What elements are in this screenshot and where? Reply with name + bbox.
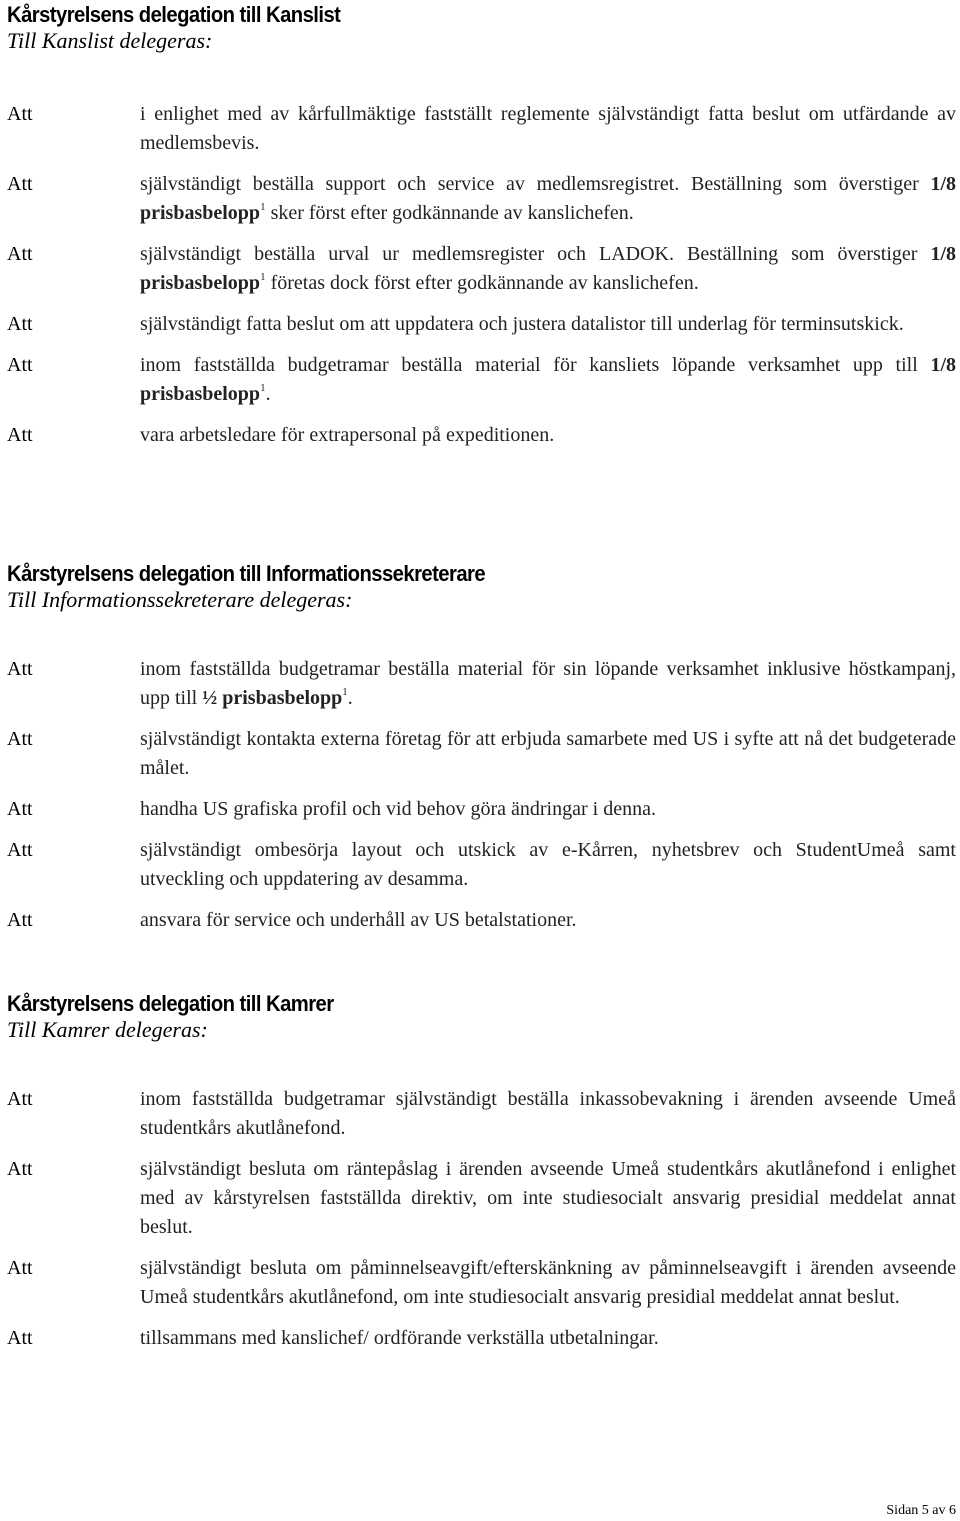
- list-item: [7, 1085, 956, 1143]
- list-item: [7, 100, 956, 158]
- section-subheading: Till Informationssekreterare delegeras:: [7, 587, 353, 612]
- section-heading: Kårstyrelsens delegation till Kamrer: [7, 991, 334, 1016]
- item-text: vara arbetsledare för extrapersonal på expeditionen.: [140, 424, 555, 446]
- item-text: självständigt besluta om påminnelseavgift/efterskänkning av påminnelseavgift i ärenden avseende Umeå studentkårs akutlånefond, om inte studiesocialt ansvarig presidial meddelat annat beslut.: [140, 1257, 956, 1308]
- list-item: [7, 310, 956, 339]
- item-label: Att: [7, 909, 33, 931]
- item-text: ansvara för service och underhåll av US betalstationer.: [140, 909, 577, 931]
- item-text: inom fastställda budgetramar självständigt beställa inkassobevakning i ärenden avseende Umeå studentkårs akutlånefond.: [140, 1088, 956, 1139]
- item-text: inom fastställda budgetramar beställa material för kansliets löpande verksamhet upp till 1/8 prisbasbelopp$^1$.: [140, 354, 956, 405]
- list-item: [7, 351, 956, 409]
- delegation-list: [7, 1085, 956, 1365]
- item-text: självständigt besluta om räntepåslag i ärenden avseende Umeå studentkårs akutlånefond i enlighet med av kårstyrelsen fastställda direktiv, om inte studiesocialt ansvarig presidial meddelat annat beslut.: [140, 1158, 956, 1238]
- item-text: självständigt fatta beslut om att uppdatera och justera datalistor till underlag för terminsutskick.: [140, 313, 904, 335]
- list-item: [7, 725, 956, 783]
- section-subheading: Till Kamrer delegeras:: [7, 1017, 208, 1042]
- item-label: Att: [7, 424, 33, 446]
- item-text: tillsammans med kanslichef/ ordförande verkställa utbetalningar.: [140, 1327, 659, 1349]
- list-item: [7, 836, 956, 894]
- list-item: [7, 655, 956, 713]
- delegation-list: [7, 655, 956, 947]
- item-label: Att: [7, 728, 33, 750]
- section-heading: Kårstyrelsens delegation till Kanslist: [7, 2, 341, 27]
- item-text: i enlighet med av kårfullmäktige fastställt reglemente självständigt fatta beslut om utfärdande av medlemsbevis.: [140, 103, 956, 154]
- item-text: handha US grafiska profil och vid behov göra ändringar i denna.: [140, 798, 656, 820]
- item-text: självständigt beställa urval ur medlemsregister och LADOK. Beställning som överstiger 1/8 prisbasbelopp$^1$ företas dock först efter godkännande av kanslichefen.: [140, 243, 956, 294]
- list-item: [7, 1155, 956, 1242]
- item-label: Att: [7, 839, 33, 861]
- delegation-list: [7, 100, 956, 462]
- item-label: Att: [7, 173, 33, 195]
- page-number: Sidan 5 av 6: [886, 1503, 956, 1518]
- list-item: [7, 1324, 956, 1353]
- item-text: självständigt ombesörja layout och utskick av e-Kårren, nyhetsbrev och StudentUmeå samt utveckling och uppdatering av desamma.: [140, 839, 956, 890]
- section-subheading: Till Kanslist delegeras:: [7, 28, 213, 53]
- section-kanslist: [7, 2, 956, 446]
- item-label: Att: [7, 1327, 33, 1349]
- item-text: självständigt beställa support och service av medlemsregistret. Beställning som överstiger 1/8 prisbasbelopp$^1$ sker först efter godkännande av kanslichefen.: [140, 173, 956, 224]
- item-label: Att: [7, 798, 33, 820]
- list-item: [7, 1254, 956, 1312]
- item-label: Att: [7, 1088, 33, 1110]
- item-label: Att: [7, 658, 33, 680]
- list-item: [7, 240, 956, 298]
- item-label: Att: [7, 1158, 33, 1180]
- list-item: [7, 421, 956, 450]
- item-label: Att: [7, 243, 33, 265]
- list-item: [7, 170, 956, 228]
- item-label: Att: [7, 313, 33, 335]
- item-text: inom fastställda budgetramar beställa material för sin löpande verksamhet inklusive höstkampanj, upp till ½ prisbasbelopp$^1$.: [140, 658, 956, 709]
- list-item: [7, 906, 956, 935]
- item-label: Att: [7, 354, 33, 376]
- item-text: självständigt kontakta externa företag för att erbjuda samarbete med US i syfte att nå det budgeterade målet.: [140, 728, 956, 779]
- list-item: [7, 795, 956, 824]
- section-kamrer: [7, 991, 956, 1349]
- item-label: Att: [7, 1257, 33, 1279]
- section-heading: Kårstyrelsens delegation till Informationssekreterare: [7, 561, 486, 586]
- item-label: Att: [7, 103, 33, 125]
- section-informationssekreterare: [7, 561, 956, 931]
